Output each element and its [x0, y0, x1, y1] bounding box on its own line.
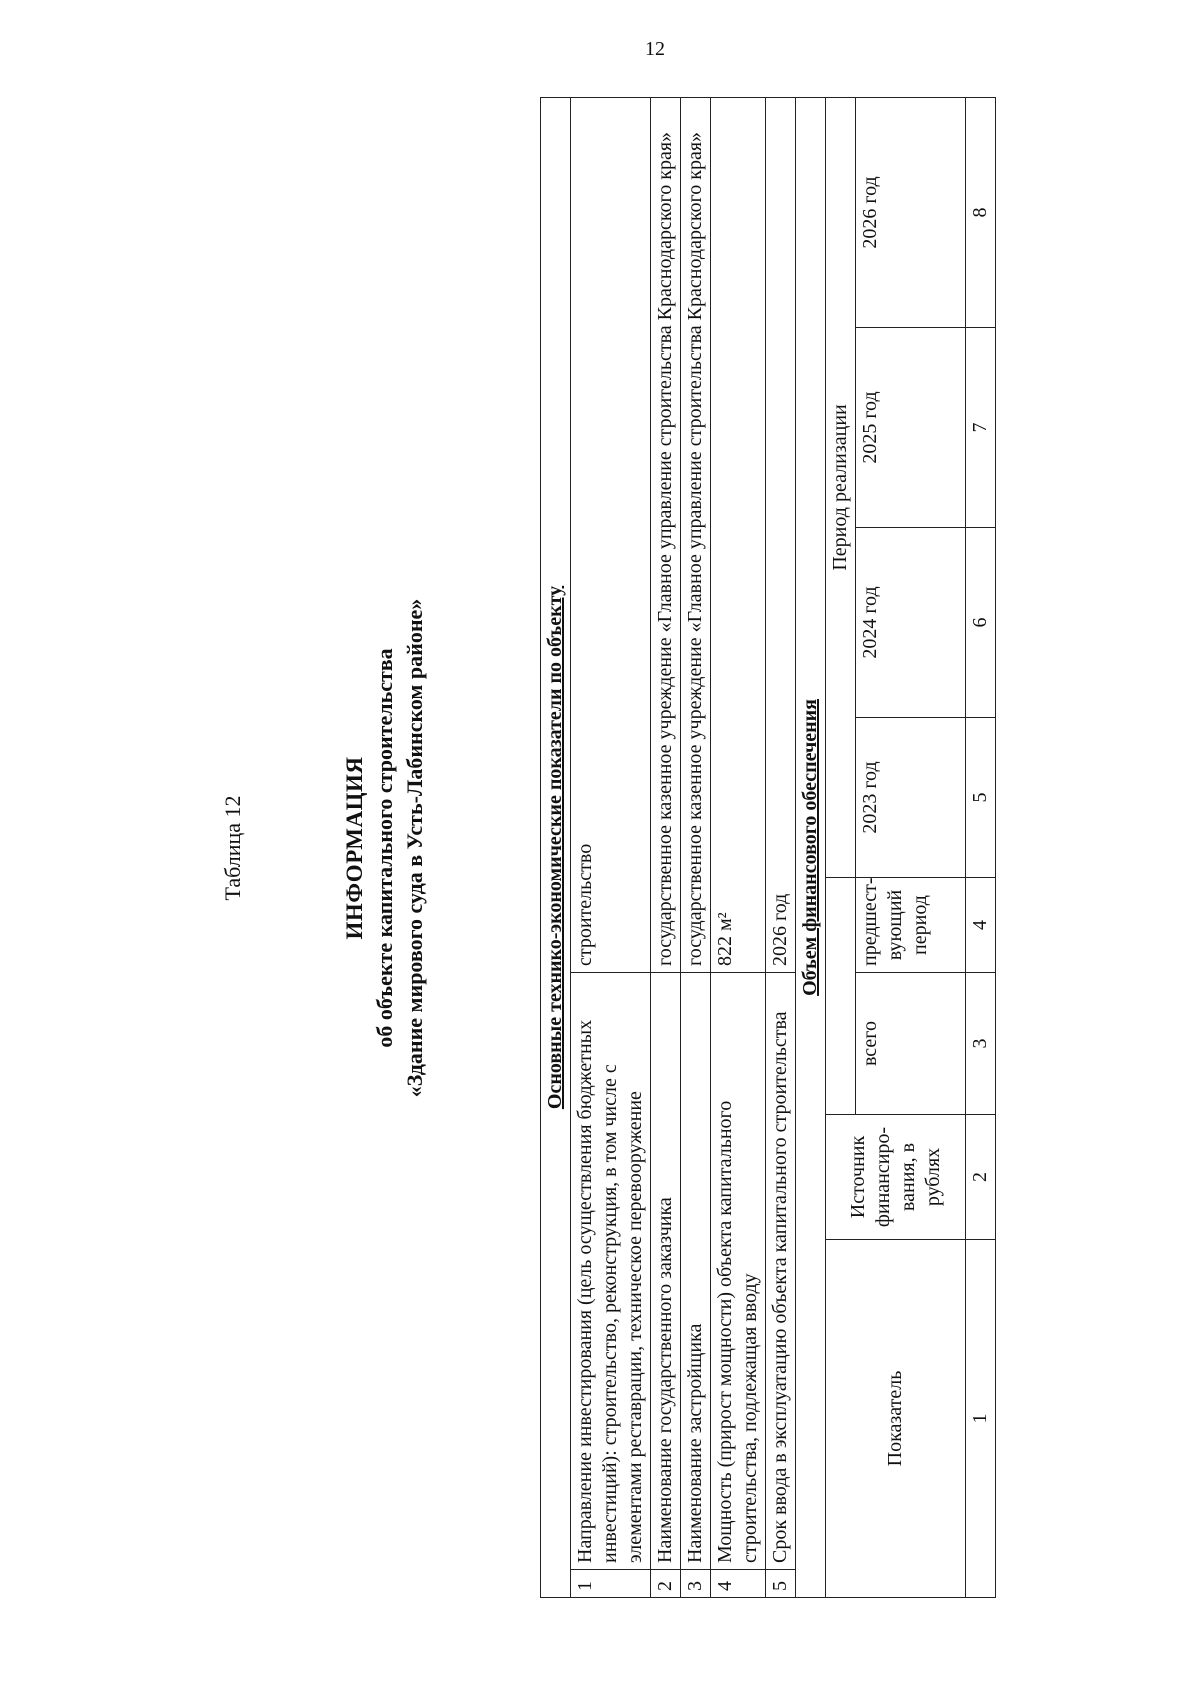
col-number: 3: [966, 973, 996, 1115]
col-number: 2: [966, 1115, 996, 1240]
row-value: 822 м²: [711, 97, 766, 972]
column-numbers-row: [966, 97, 996, 1597]
section-title-row: [796, 97, 826, 1597]
header-2024: 2024 год: [856, 528, 966, 718]
table-row: [766, 97, 796, 1597]
col-number: 4: [966, 878, 996, 973]
section-title-indicators: Основные технико-экономические показатели по объекту: [541, 97, 571, 1597]
header-2023: 2023 год: [856, 718, 966, 878]
row-value: государственное казенное учреждение «Главное управление строительства Краснодарского края»: [681, 97, 711, 972]
col-number: 6: [966, 528, 996, 718]
row-label: Наименование государственного заказчика: [651, 973, 681, 1570]
col-number: 8: [966, 97, 996, 327]
table-row: [681, 97, 711, 1597]
row-label: Наименование застройщика: [681, 973, 711, 1570]
row-label: Направление инвестирования (цель осуществления бюджетных инвестиций): строительство, реконструкция, в том числе с элементами реставрации, техническое перевооружение: [571, 973, 651, 1570]
table-label: Таблица 12: [220, 795, 245, 901]
col-number: 5: [966, 718, 996, 878]
row-value: государственное казенное учреждение «Главное управление строительства Краснодарского края»: [651, 97, 681, 972]
table-row: [711, 97, 766, 1597]
header-2026: 2026 год: [856, 97, 966, 327]
row-label: Срок ввода в эксплуатацию объекта капитального строительства: [766, 973, 796, 1570]
section-title-row: [541, 97, 571, 1597]
row-value: 2026 год: [766, 97, 796, 972]
heading-line-3: «Здание мирового суда в Усть-Лабинском районе»: [402, 598, 427, 1098]
section-title-financing: Объем финансового обеспечения: [796, 97, 826, 1597]
header-source: Источник финансиро-вания, в рублях: [826, 1115, 966, 1240]
header-period: Период реализации: [826, 97, 856, 877]
header-blank: [826, 878, 856, 1115]
header-previous: предшест-вующий период: [856, 878, 966, 973]
row-number: 4: [711, 1570, 766, 1598]
heading-line-1: ИНФОРМАЦИЯ: [342, 756, 367, 940]
header-2025: 2025 год: [856, 328, 966, 528]
object-info-table: [540, 97, 996, 1598]
col-number: 7: [966, 328, 996, 528]
row-number: 2: [651, 1570, 681, 1598]
table-row: [651, 97, 681, 1597]
header-indicator: Показатель: [826, 1240, 966, 1598]
rotated-document: [220, 98, 1140, 1598]
col-number: 1: [966, 1240, 996, 1598]
row-value: строительство: [571, 97, 651, 972]
table-row: [571, 97, 651, 1597]
header-total: всего: [856, 973, 966, 1115]
row-label: Мощность (прирост мощности) объекта капитального строительства, подлежащая вводу: [711, 973, 766, 1570]
row-number: 1: [571, 1570, 651, 1598]
document-heading: [340, 98, 430, 1598]
row-number: 3: [681, 1570, 711, 1598]
heading-line-2: об объекте капитального строительства: [372, 648, 397, 1048]
row-number: 5: [766, 1570, 796, 1598]
page-number: 12: [645, 38, 665, 60]
fin-header-row: [826, 97, 856, 1597]
